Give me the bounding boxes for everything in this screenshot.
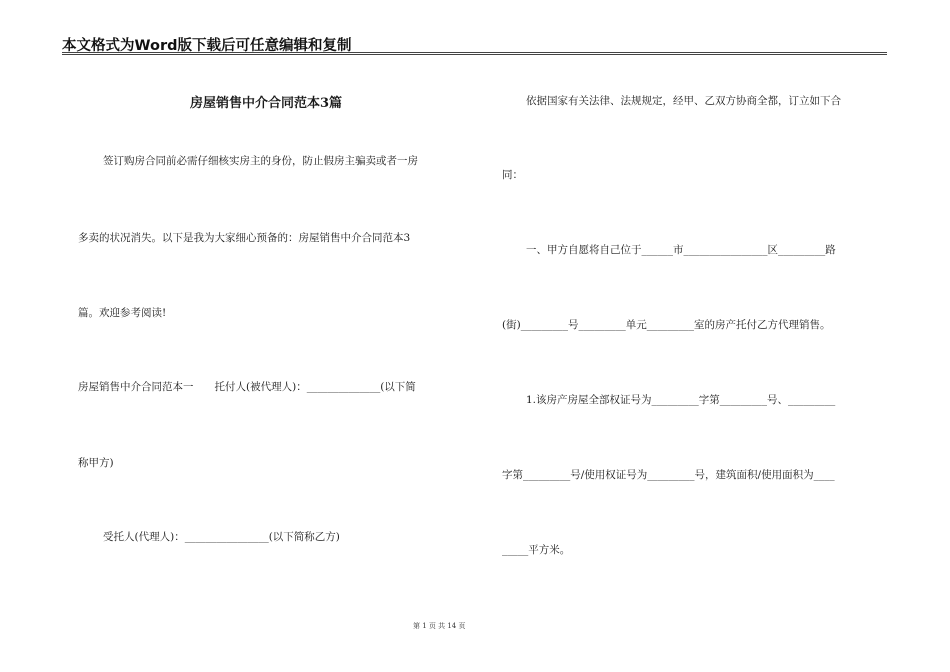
left-line-4: 房屋销售中介合同范本一 托付人(被代理人)：______________(以下简 xyxy=(78,381,416,393)
left-line-6: 受托人(代理人)：________________(以下简称乙方) xyxy=(103,531,340,543)
left-line-5: 称甲方) xyxy=(78,457,114,469)
right-line-1: 依据国家有关法律、法规规定，经甲、乙双方协商全都，订立如下合 xyxy=(526,95,841,107)
header-rule xyxy=(62,52,887,53)
left-line-3: 篇。欢迎参考阅读! xyxy=(78,307,167,319)
right-line-2: 同： xyxy=(502,169,523,181)
right-line-5: 1.该房产房屋全部权证号为_________字第_________号、_________ xyxy=(526,394,836,406)
download-banner: 本文格式为Word版下载后可任意编辑和复制 xyxy=(62,38,352,54)
right-line-6: 字第_________号/使用权证号为_________号，建筑面积/使用面积为____ xyxy=(502,469,835,481)
right-line-3: 一、甲方自愿将自己位于______市________________区_________路 xyxy=(526,244,836,256)
right-line-7: _____平方米。 xyxy=(502,544,571,556)
document-title: 房屋销售中介合同范本3篇 xyxy=(190,96,343,111)
right-line-4: (街)_________号_________单元_________室的房产托付乙方代理销售。 xyxy=(502,319,831,331)
left-line-2: 多卖的状况消失。以下是我为大家细心预备的：房屋销售中介合同范本3 xyxy=(78,232,411,244)
page-number: 第 1 页 共 14 页 xyxy=(413,622,466,630)
header-rule-secondary xyxy=(62,54,887,55)
left-line-1: 签订购房合同前必需仔细核实房主的身份，防止假房主骗卖或者一房 xyxy=(103,155,418,167)
